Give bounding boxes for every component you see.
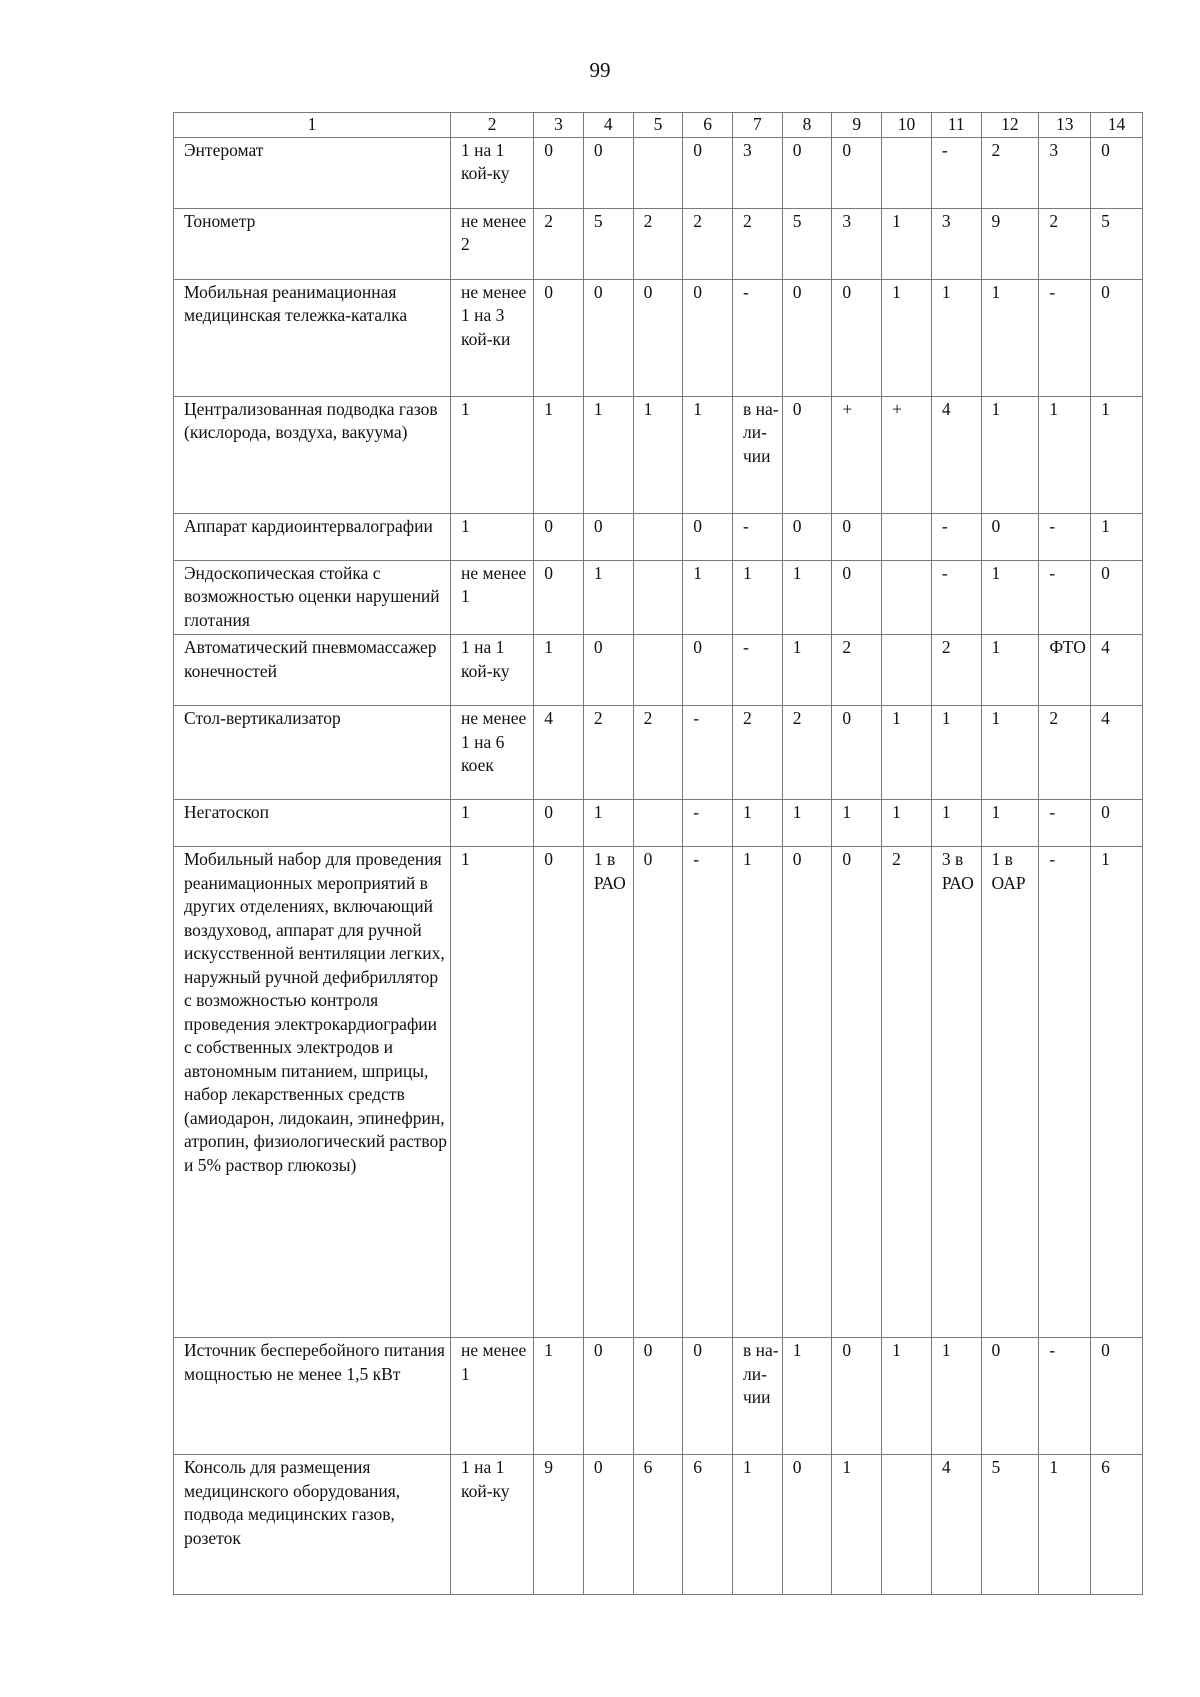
equipment-name-cell: Эндоскопическая стойка с возможностью оценки нарушений глотания [174,560,451,635]
value-cell [633,513,683,560]
value-cell: 0 [583,137,633,208]
value-cell [633,800,683,847]
value-cell: - [733,279,783,396]
equipment-name-cell: Стол-вертикализатор [174,706,451,800]
value-cell: 2 [733,706,783,800]
value-cell: 3 [832,208,882,279]
norm-cell: не менее 2 [451,208,534,279]
header-cell: 14 [1091,113,1143,138]
value-cell: - [683,706,733,800]
value-cell: 4 [1091,635,1143,706]
norm-cell: 1 на 1 кой-ку [451,635,534,706]
header-cell: 7 [733,113,783,138]
value-cell: 0 [534,137,584,208]
value-cell [882,560,932,635]
value-cell: 1 [832,800,882,847]
header-cell: 12 [981,113,1039,138]
norm-cell: 1 на 1 кой-ку [451,137,534,208]
value-cell: 1 [981,560,1039,635]
value-cell: - [1039,560,1091,635]
value-cell: 1 [882,279,932,396]
value-cell: 1 [981,706,1039,800]
value-cell: 1 [1039,396,1091,513]
header-cell: 9 [832,113,882,138]
value-cell: 2 [633,706,683,800]
value-cell: + [832,396,882,513]
value-cell: 0 [534,847,584,1338]
value-cell: 0 [583,1338,633,1455]
equipment-name-cell: Аппарат кардиоинтервалографии [174,513,451,560]
table-row [174,560,1143,635]
value-cell: 5 [782,208,832,279]
value-cell: 3 [733,137,783,208]
value-cell: 3 [1039,137,1091,208]
value-cell: 1 [981,800,1039,847]
table-row [174,1455,1143,1595]
value-cell: 6 [1091,1455,1143,1595]
value-cell: 0 [583,1455,633,1595]
norm-cell: не менее 1 на 3 кой-ки [451,279,534,396]
norm-cell: 1 на 1 кой-ку [451,1455,534,1595]
value-cell: - [931,513,981,560]
table-row [174,279,1143,396]
value-cell: 3 [931,208,981,279]
value-cell: 6 [633,1455,683,1595]
value-cell: 1 [534,396,584,513]
value-cell: 1 [931,706,981,800]
header-cell: 8 [782,113,832,138]
value-cell: 9 [534,1455,584,1595]
value-cell: 0 [1091,279,1143,396]
header-cell: 11 [931,113,981,138]
value-cell: 0 [683,635,733,706]
value-cell: 0 [683,1338,733,1455]
value-cell: 0 [782,847,832,1338]
value-cell: 0 [832,279,882,396]
header-cell: 4 [583,113,633,138]
equipment-name-cell: Автоматический пневмомассажер конечностей [174,635,451,706]
value-cell: 0 [782,1455,832,1595]
value-cell: 0 [832,1338,882,1455]
value-cell: 1 [782,560,832,635]
value-cell: 0 [583,513,633,560]
value-cell: 0 [782,396,832,513]
value-cell: 4 [1091,706,1143,800]
value-cell: 1 [832,1455,882,1595]
value-cell: 1 [633,396,683,513]
value-cell: 1 [733,560,783,635]
value-cell: 0 [782,279,832,396]
value-cell: 0 [782,137,832,208]
equipment-name-cell: Централизованная подводка газов (кислорода, воздуха, вакуума) [174,396,451,513]
norm-cell: 1 [451,396,534,513]
value-cell: ФТО [1039,635,1091,706]
value-cell: 1 [683,560,733,635]
value-cell: 2 [633,208,683,279]
value-cell: 0 [683,513,733,560]
table-row [174,208,1143,279]
value-cell: 1 [1039,1455,1091,1595]
value-cell: 2 [1039,208,1091,279]
value-cell: 1 [583,560,633,635]
value-cell: 1 в РАО [583,847,633,1338]
value-cell: 4 [534,706,584,800]
value-cell: 2 [1039,706,1091,800]
value-cell: 0 [832,137,882,208]
value-cell: 1 [882,800,932,847]
value-cell: 2 [534,208,584,279]
value-cell: 1 [683,396,733,513]
value-cell: 1 [981,279,1039,396]
header-cell: 1 [174,113,451,138]
value-cell: 1 [882,208,932,279]
value-cell: 1 [931,800,981,847]
value-cell [882,1455,932,1595]
value-cell [633,137,683,208]
norm-cell: не менее 1 на 6 коек [451,706,534,800]
value-cell: 1 [534,1338,584,1455]
value-cell: 1 в ОАР [981,847,1039,1338]
value-cell: 0 [683,137,733,208]
value-cell: 2 [882,847,932,1338]
value-cell: 0 [832,513,882,560]
table-row [174,137,1143,208]
value-cell: 0 [534,560,584,635]
value-cell: 6 [683,1455,733,1595]
value-cell: 2 [683,208,733,279]
value-cell: 1 [1091,396,1143,513]
value-cell: - [1039,279,1091,396]
value-cell [882,513,932,560]
table-row [174,396,1143,513]
value-cell: 5 [583,208,633,279]
value-cell: 4 [931,396,981,513]
value-cell: 0 [832,847,882,1338]
value-cell: 0 [1091,1338,1143,1455]
value-cell: 1 [882,1338,932,1455]
equipment-name-cell: Негатоскоп [174,800,451,847]
value-cell: 1 [733,800,783,847]
value-cell: 0 [1091,560,1143,635]
equipment-name-cell: Тонометр [174,208,451,279]
value-cell: 0 [583,279,633,396]
norm-cell: 1 [451,800,534,847]
value-cell: 1 [1091,513,1143,560]
value-cell: 0 [683,279,733,396]
value-cell: 2 [583,706,633,800]
value-cell: - [733,513,783,560]
header-cell: 6 [683,113,733,138]
value-cell [633,635,683,706]
value-cell: 1 [782,800,832,847]
header-cell: 10 [882,113,932,138]
table-row [174,847,1143,1338]
value-cell: 0 [1091,137,1143,208]
value-cell: 2 [782,706,832,800]
header-cell: 3 [534,113,584,138]
value-cell: 3 в РАО [931,847,981,1338]
value-cell: - [931,137,981,208]
norm-cell: 1 [451,513,534,560]
equipment-name-cell: Источник бесперебойного питания мощностью не менее 1,5 кВт [174,1338,451,1455]
value-cell: - [1039,800,1091,847]
norm-cell: не менее 1 [451,560,534,635]
value-cell: 0 [633,279,683,396]
value-cell: 4 [931,1455,981,1595]
value-cell: - [733,635,783,706]
value-cell: - [683,800,733,847]
equipment-name-cell: Мобильная реанимационная медицинская тележка-каталка [174,279,451,396]
table-row [174,800,1143,847]
norm-cell: не менее 1 [451,1338,534,1455]
value-cell: 1 [782,1338,832,1455]
value-cell: 0 [534,279,584,396]
value-cell: - [931,560,981,635]
value-cell: 2 [733,208,783,279]
equipment-name-cell: Энтеромат [174,137,451,208]
table-row [174,635,1143,706]
page-number: 99 [589,58,611,82]
value-cell: 0 [832,706,882,800]
value-cell: 1 [1091,847,1143,1338]
value-cell: 1 [981,635,1039,706]
header-cell: 5 [633,113,683,138]
equipment-name-cell: Консоль для размещения медицинского оборудования, подвода медицинских газов, розеток [174,1455,451,1595]
header-cell: 2 [451,113,534,138]
value-cell: - [683,847,733,1338]
value-cell: - [1039,513,1091,560]
value-cell: 0 [832,560,882,635]
equipment-table [173,112,1143,1595]
value-cell [882,635,932,706]
value-cell: 1 [583,800,633,847]
value-cell: 0 [534,800,584,847]
table-row [174,513,1143,560]
table-row [174,706,1143,800]
table-header-row [174,113,1143,138]
value-cell: 0 [633,847,683,1338]
value-cell: 1 [981,396,1039,513]
value-cell: + [882,396,932,513]
value-cell: 5 [1091,208,1143,279]
value-cell: 2 [832,635,882,706]
value-cell: в на-ли-чии [733,396,783,513]
value-cell [633,560,683,635]
value-cell: 1 [583,396,633,513]
value-cell: в на-ли-чии [733,1338,783,1455]
value-cell: 1 [931,1338,981,1455]
value-cell: 1 [931,279,981,396]
value-cell: - [1039,1338,1091,1455]
value-cell: 2 [981,137,1039,208]
value-cell: - [1039,847,1091,1338]
value-cell: 1 [534,635,584,706]
value-cell: 0 [981,513,1039,560]
header-cell: 13 [1039,113,1091,138]
value-cell: 1 [882,706,932,800]
value-cell: 1 [733,1455,783,1595]
value-cell: 0 [981,1338,1039,1455]
table-row [174,1338,1143,1455]
value-cell: 0 [1091,800,1143,847]
equipment-name-cell: Мобильный набор для проведения реанимационных мероприятий в других отделениях, включающий воздуховод, аппарат для ручной искусственной вентиляции легких, наружный ручной дефибриллятор с возможностью контроля проведения электрокардиографии с собственных электродов и автономным питанием, шприцы, набор лекарственных средств (амиодарон, лидокаин, эпинефрин, атропин, физиологический раствор и 5% раствор глюкозы) [174,847,451,1338]
value-cell: 5 [981,1455,1039,1595]
value-cell: 0 [534,513,584,560]
value-cell: 0 [782,513,832,560]
value-cell: 2 [931,635,981,706]
value-cell: 1 [733,847,783,1338]
value-cell: 1 [782,635,832,706]
value-cell [882,137,932,208]
value-cell: 0 [583,635,633,706]
norm-cell: 1 [451,847,534,1338]
value-cell: 0 [633,1338,683,1455]
value-cell: 9 [981,208,1039,279]
